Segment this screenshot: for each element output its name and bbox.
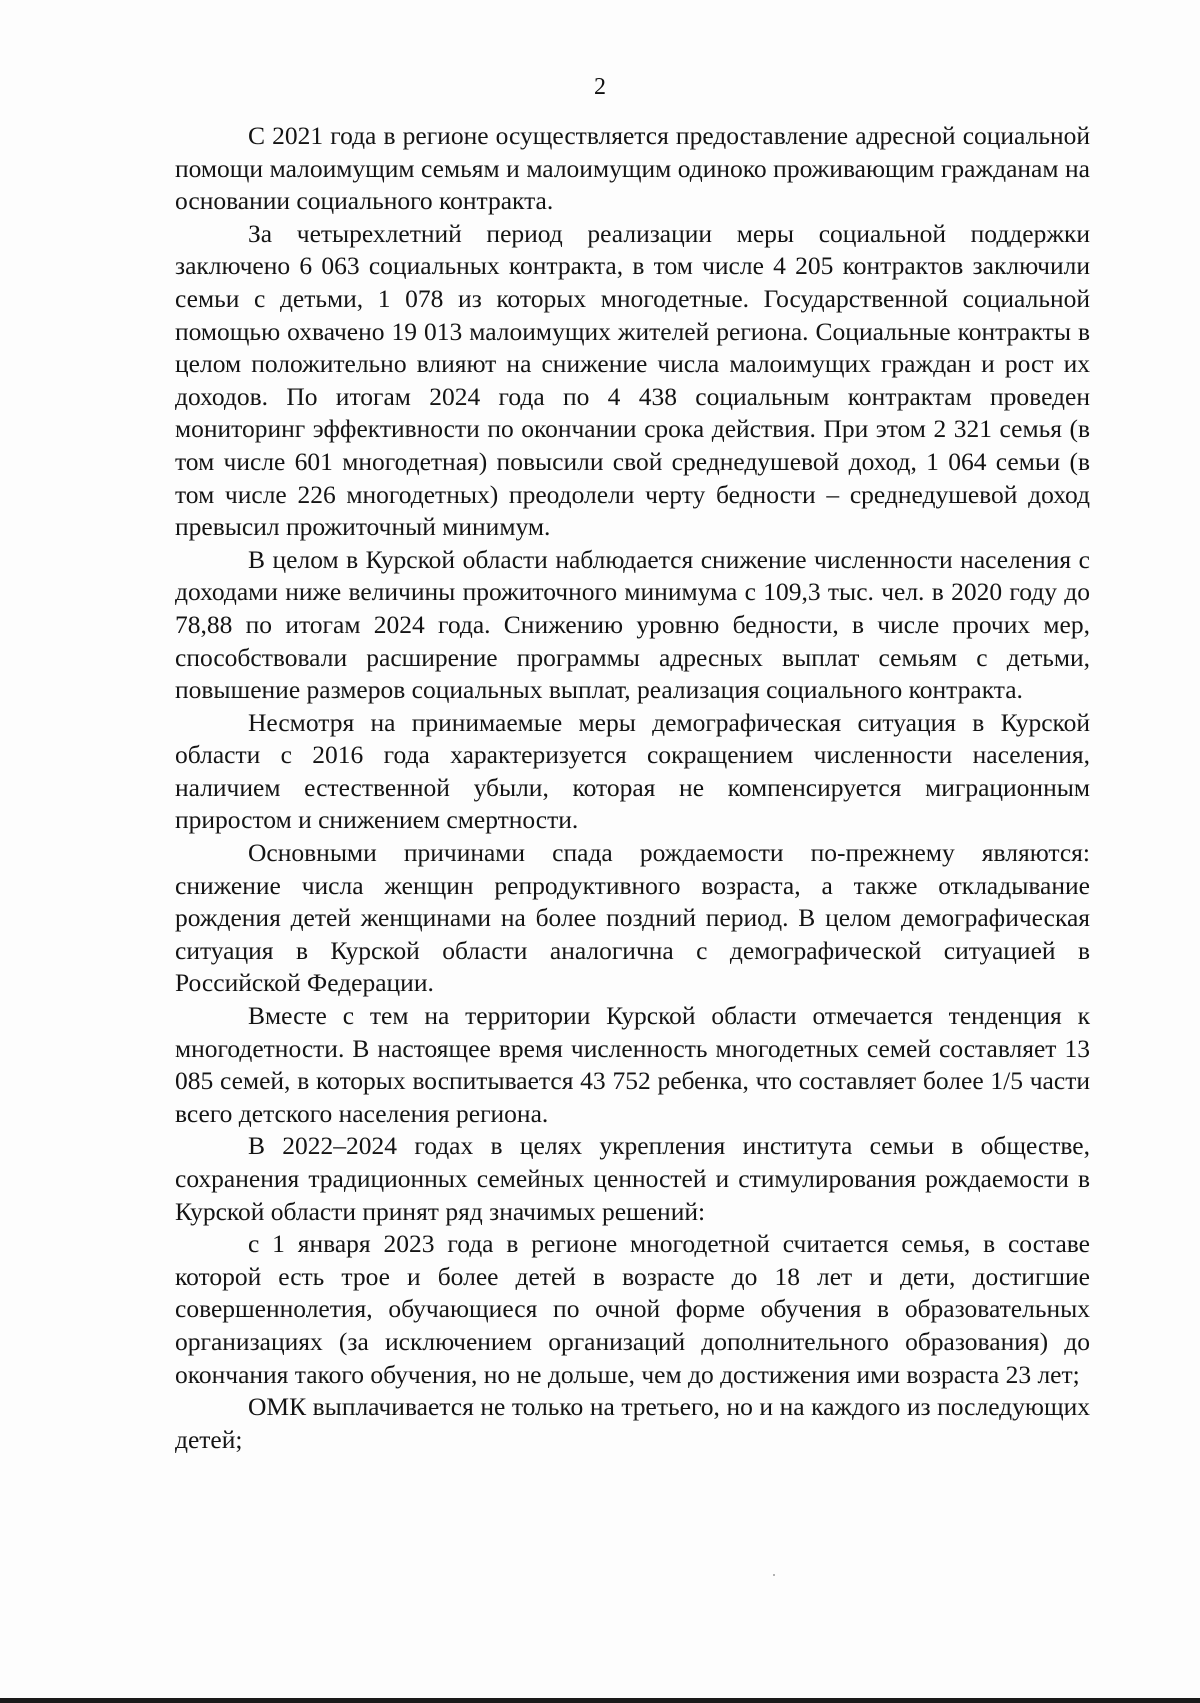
scan-bottom-edge xyxy=(0,1698,1200,1703)
paragraph-omk-payment: ОМК выплачивается не только на третьего, но и на каждого из последующих детей; xyxy=(175,1392,1090,1454)
page-number: 2 xyxy=(594,74,606,100)
paragraph-large-families-trend: Вместе с тем на территории Курской области отмечается тенденция к многодетности. В настоящее время численность многодетных семей составляет 13 085 семей, в которых воспитывается 43 752 ребенка, что составляет более 1/5 части всего детского населения региона. xyxy=(175,1001,1090,1128)
paragraph-social-contract-results: За четырехлетний период реализации меры социальной поддержки заключено 6 063 социальных контракта, в том числе 4 205 контрактов заключили семьи с детьми, 1 078 из которых многодетные. Государственной социальной помощью охвачено 19 013 малоимущих жителей региона. Социальные контракты в целом положительно влияют на снижение числа малоимущих граждан и рост их доходов. По итогам 2024 года по 4 438 социальным контрактам проведен мониторинг эффективности по окончании срока действия. При этом 2 321 семья (в том числе 601 многодетная) повысили свой среднедушевой доход, 1 064 семьи (в том числе 226 многодетных) преодолели черту бедности – среднедушевой доход превысил прожиточный минимум. xyxy=(175,218,1090,542)
scan-artifact-dot xyxy=(773,1574,775,1576)
paragraph-birth-rate-causes: Основными причинами спада рождаемости по-прежнему являются: снижение числа женщин репродуктивного возраста, а также откладывание рождения детей женщинами на более поздний период. В целом демографическая ситуация в Курской области аналогична с демографической ситуацией в Российской Федерации. xyxy=(175,838,1090,998)
paragraph-family-decisions-intro: В 2022–2024 годах в целях укрепления института семьи в обществе, сохранения традиционных семейных ценностей и стимулирования рождаемости в Курской области принят ряд значимых решений: xyxy=(175,1131,1090,1226)
paragraph-social-contract-intro: С 2021 года в регионе осуществляется предоставление адресной социальной помощи малоимущим семьям и малоимущим одиноко проживающим гражданам на основании социального контракта. xyxy=(175,121,1090,216)
paragraph-large-family-definition: с 1 января 2023 года в регионе многодетной считается семья, в составе которой есть трое и более детей в возрасте до 18 лет и дети, достигшие совершеннолетия, обучающиеся по очной форме обучения в образовательных организациях (за исключением организаций дополнительного образования) до окончания такого обучения, но не дольше, чем до достижения ими возраста 23 лет; xyxy=(175,1229,1090,1389)
document-body xyxy=(175,120,1090,1456)
paragraph-poverty-reduction: В целом в Курской области наблюдается снижение численности населения с доходами ниже величины прожиточного минимума с 109,3 тыс. чел. в 2020 году до 78,88 по итогам 2024 года. Снижению уровню бедности, в числе прочих мер, способствовали расширение программы адресных выплат семьям с детьми, повышение размеров социальных выплат, реализация социального контракта. xyxy=(175,544,1090,705)
paragraph-demographic-situation: Несмотря на принимаемые меры демографическая ситуация в Курской области с 2016 года характеризуется сокращением численности населения, наличием естественной убыли, которая не компенсируется миграционным приростом и снижением смертности. xyxy=(175,707,1090,835)
